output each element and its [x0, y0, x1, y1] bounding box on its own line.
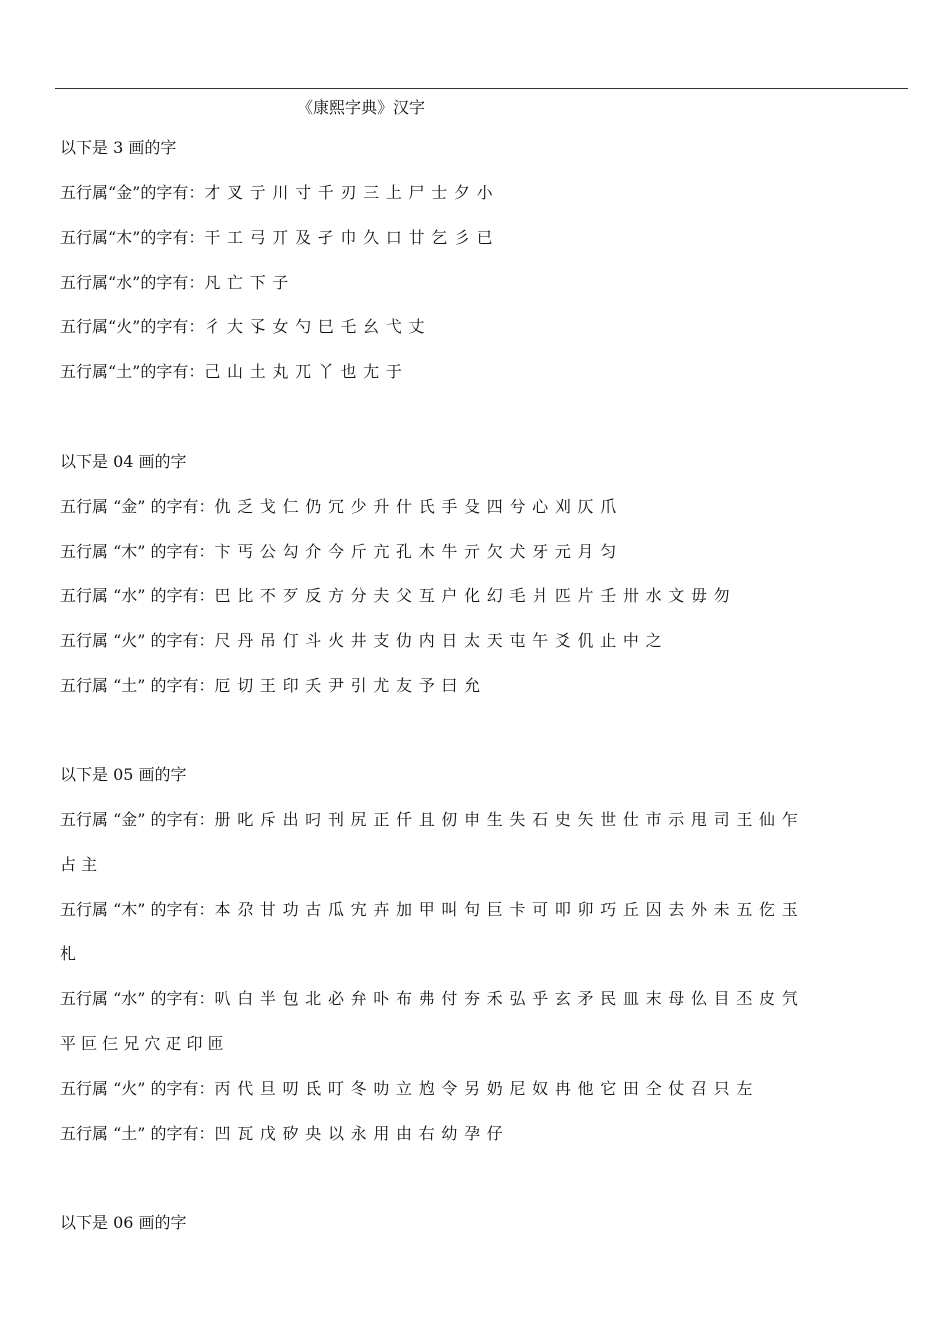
element-row-water — [60, 585, 730, 607]
row-chars: 凹 瓦 戊 矽 央 以 永 用 由 右 幼 孕 仔 — [214, 1124, 504, 1143]
row-label: 五行属 “木” 的字有： — [60, 900, 215, 919]
row-continuation: 平 叵 仨 兄 穴 疋 印 匝 — [60, 1034, 224, 1053]
row-chars: 才 叉 亍 川 寸 千 刃 三 上 尸 士 夕 小 — [204, 183, 494, 202]
element-row-fire — [60, 630, 662, 652]
row-chars: 厄 切 王 印 夭 尹 引 尤 友 予 曰 允 — [214, 676, 481, 695]
row-chars: 彳 大 孓 女 勺 巳 乇 幺 弋 丈 — [204, 317, 426, 336]
element-row-wood — [60, 541, 617, 563]
section-heading: 以下是 04 画的字 — [60, 452, 187, 471]
row-chars: 册 叱 斥 出 叼 刊 尻 正 仟 且 仞 申 生 失 石 史 矢 世 仕 市 示 甩 司 王 仙 乍 — [214, 810, 799, 829]
section-heading: 以下是 3 画的字 — [60, 138, 177, 157]
element-row-metal — [60, 182, 493, 204]
row-label: 五行属 “土” 的字有： — [60, 1124, 215, 1143]
row-label: 五行属 “木” 的字有： — [60, 542, 215, 561]
row-label: 五行属 “水” 的字有： — [60, 989, 215, 1008]
row-label: 五行属 “金” 的字有： — [60, 810, 215, 829]
element-row-earth — [60, 1123, 504, 1145]
section-heading: 以下是 06 画的字 — [60, 1213, 187, 1232]
row-chars: 叭 白 半 包 北 必 弁 卟 布 弗 付 夯 禾 弘 乎 玄 矛 民 皿 末 母 仫 目 丕 皮 氕 — [214, 989, 799, 1008]
row-continuation: 占 主 — [60, 855, 98, 874]
row-label: 五行属“金”的字有： — [60, 183, 205, 202]
element-row-metal — [60, 496, 617, 518]
element-row-wood — [60, 899, 799, 921]
element-row-water — [60, 988, 799, 1010]
row-chars: 仇 乏 戈 仁 仍 冗 少 升 什 氏 手 殳 四 兮 心 刈 仄 爪 — [214, 497, 618, 516]
row-chars: 卞 丐 公 勾 介 今 斤 亢 孔 木 牛 亓 欠 犬 牙 元 月 匀 — [214, 542, 618, 561]
element-row-fire — [60, 1078, 753, 1100]
element-row-earth — [60, 361, 403, 383]
element-row-earth — [60, 675, 481, 697]
row-label: 五行属“水”的字有： — [60, 273, 205, 292]
row-label: 五行属 “土” 的字有： — [60, 676, 215, 695]
row-label: 五行属 “水” 的字有： — [60, 586, 215, 605]
element-row-metal — [60, 809, 799, 831]
row-label: 五行属“土”的字有： — [60, 362, 205, 381]
row-chars: 尺 丹 吊 仃 斗 火 井 支 仂 内 日 太 天 屯 午 爻 仉 止 中 之 — [214, 631, 663, 650]
header-rule — [55, 88, 908, 89]
row-chars: 干 工 弓 丌 及 孑 巾 久 口 廿 乞 彡 已 — [204, 228, 494, 247]
row-label: 五行属“火”的字有： — [60, 317, 205, 336]
row-label: 五行属“木”的字有： — [60, 228, 205, 247]
row-label: 五行属 “火” 的字有： — [60, 1079, 215, 1098]
document-title: 《康熙字典》汉字 — [297, 98, 426, 117]
row-chars: 己 山 土 丸 兀 丫 也 尢 于 — [204, 362, 403, 381]
section-heading: 以下是 05 画的字 — [60, 765, 187, 784]
row-label: 五行属 “金” 的字有： — [60, 497, 215, 516]
element-row-wood — [60, 227, 493, 249]
element-row-fire — [60, 316, 425, 338]
row-label: 五行属 “火” 的字有： — [60, 631, 215, 650]
row-continuation: 札 — [60, 944, 77, 963]
row-chars: 丙 代 旦 叨 氐 叮 冬 叻 立 尥 令 另 奶 尼 奴 冉 他 它 田 仝 仗 召 只 左 — [214, 1079, 754, 1098]
row-chars: 巴 比 不 歹 反 方 分 夫 父 互 户 化 幻 毛 爿 匹 片 壬 卅 水 文 毋 勿 — [214, 586, 731, 605]
row-chars: 凡 亡 下 子 — [204, 273, 290, 292]
row-chars: 本 尕 甘 功 古 瓜 宄 卉 加 甲 叫 句 巨 卡 可 叩 卯 巧 丘 囚 去 外 未 五 仡 玉 — [214, 900, 799, 919]
element-row-water — [60, 272, 289, 294]
